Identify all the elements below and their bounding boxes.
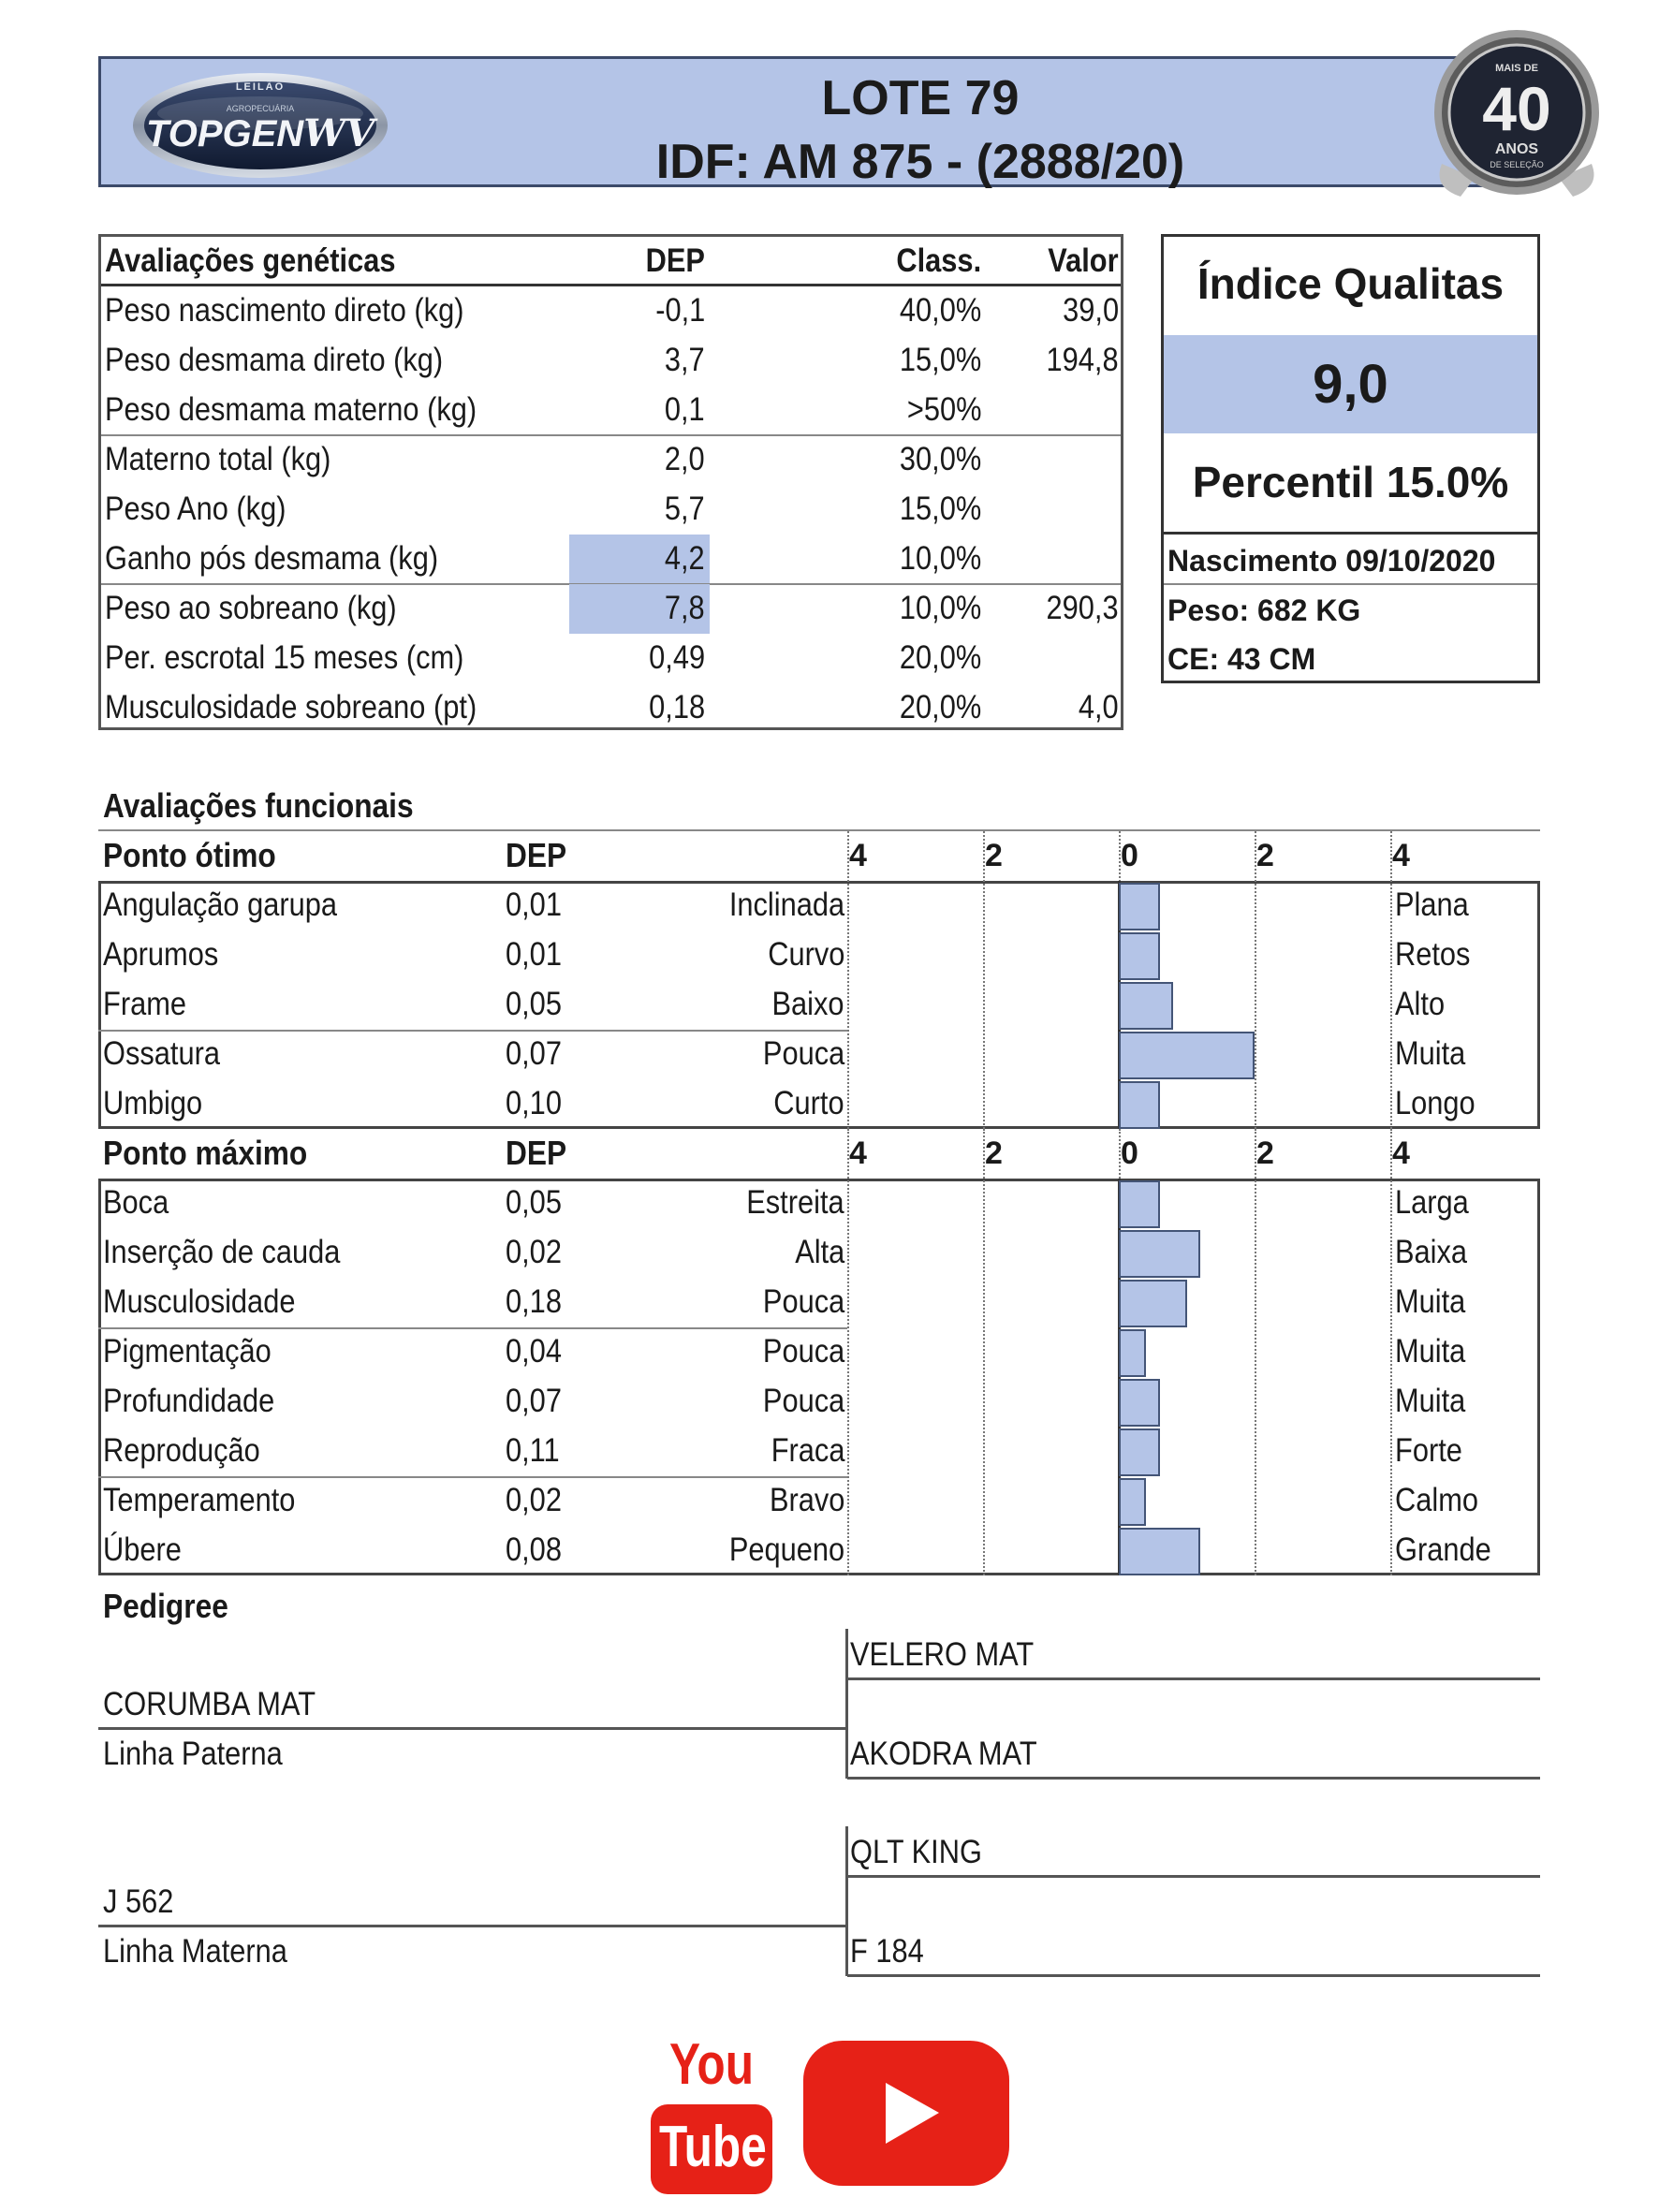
maternal-line-label: Linha Materna xyxy=(103,1933,287,1970)
functional-row-name: Pigmentação xyxy=(103,1333,272,1370)
dam-sire-name: QLT KING xyxy=(850,1834,982,1870)
axis-tick-label: 0 xyxy=(1121,1135,1138,1171)
genetic-header-class: Class. xyxy=(896,242,981,279)
qualitas-percentile: Percentil 15.0% xyxy=(1192,458,1509,506)
functional-bar xyxy=(1119,1478,1146,1526)
genetic-row-dep: 4,2 xyxy=(665,540,705,577)
genetic-header-dep: DEP xyxy=(645,242,705,279)
youtube-word-bottom: Tube xyxy=(659,2115,767,2179)
lot-title: LOTE 79 xyxy=(821,71,1020,125)
functional-bar xyxy=(1119,1280,1187,1327)
genetic-row-name: Ganho pós desmama (kg) xyxy=(105,540,439,577)
genetic-row-name: Peso desmama direto (kg) xyxy=(105,342,444,378)
functional-row-low-label: Pouca xyxy=(762,1383,844,1419)
functional-row-high-label: Grande xyxy=(1395,1531,1491,1568)
dam-bracket xyxy=(845,1826,848,1976)
functional-row-name: Temperamento xyxy=(103,1482,296,1518)
functional-row-low-label: Curto xyxy=(773,1085,844,1121)
axis-gridline xyxy=(1390,1129,1392,1575)
genetic-row-value: 290,3 xyxy=(1046,590,1119,626)
genetic-row-dep: 3,7 xyxy=(665,342,705,378)
genetic-row-class: 20,0% xyxy=(899,689,981,725)
functional-bar xyxy=(1119,883,1160,930)
functional-row-dep: 0,18 xyxy=(506,1283,562,1320)
genetic-row-value: 4,0 xyxy=(1079,689,1119,725)
functional-row-high-label: Muita xyxy=(1395,1333,1466,1370)
sire-sire-line xyxy=(847,1677,1540,1680)
functional-row-high-label: Muita xyxy=(1395,1383,1466,1419)
functional-row-low-label: Estreita xyxy=(746,1184,844,1221)
functional-row-dep: 0,08 xyxy=(506,1531,562,1568)
functional-row-high-label: Forte xyxy=(1395,1432,1462,1469)
functional-row-low-label: Pouca xyxy=(762,1283,844,1320)
genetic-row-name: Musculosidade sobreano (pt) xyxy=(105,689,477,725)
axis-gridline xyxy=(847,831,849,1129)
axis-tick-label: 2 xyxy=(1256,838,1274,873)
axis-tick-label: 4 xyxy=(849,838,867,873)
genetic-header-value: Valor xyxy=(1048,242,1119,279)
functional-row-dep: 0,02 xyxy=(506,1482,562,1518)
genetic-row-class: 15,0% xyxy=(899,491,981,527)
logo-sub-text: AGROPECUÁRIA xyxy=(226,104,295,113)
functional-bar xyxy=(1119,1329,1146,1377)
logo-main-word: TOPGEN xyxy=(146,113,304,154)
maximum-section-title: Ponto máximo xyxy=(103,1134,308,1172)
axis-tick-label: 0 xyxy=(1121,838,1138,873)
functional-row-dep: 0,05 xyxy=(506,986,562,1022)
functional-row-high-label: Calmo xyxy=(1395,1482,1479,1518)
dam-sire-line xyxy=(847,1875,1540,1878)
genetic-row-dep: 2,0 xyxy=(665,441,705,477)
optimal-section-title: Ponto ótimo xyxy=(103,836,276,874)
functional-row-name: Musculosidade xyxy=(103,1283,296,1320)
genetic-row-dep: 0,49 xyxy=(649,639,705,676)
functional-row-name: Úbere xyxy=(103,1531,182,1568)
genetic-row-class: >50% xyxy=(906,391,981,428)
axis-tick-label: 4 xyxy=(849,1135,867,1171)
axis-gridline xyxy=(1390,831,1392,1129)
functional-row-name: Frame xyxy=(103,986,186,1022)
functional-row-high-label: Longo xyxy=(1395,1085,1475,1121)
sire-dam-name: AKODRA MAT xyxy=(850,1736,1037,1772)
axis-tick-label: 2 xyxy=(985,838,1003,873)
functional-row-dep: 0,10 xyxy=(506,1085,562,1121)
sire-dam-line xyxy=(847,1777,1540,1780)
functional-bar xyxy=(1119,1379,1160,1427)
functional-row-name: Ossatura xyxy=(103,1035,220,1072)
functional-row-high-label: Baixa xyxy=(1395,1234,1468,1270)
functional-bar xyxy=(1119,932,1160,980)
genetic-row-value: 39,0 xyxy=(1063,292,1119,329)
youtube-word-top: You xyxy=(669,2032,754,2097)
genetic-row-dep: -0,1 xyxy=(654,292,705,329)
functional-row-low-label: Baixo xyxy=(771,986,844,1022)
functional-row-name: Reprodução xyxy=(103,1432,260,1469)
axis-gridline xyxy=(983,1129,985,1575)
weight: Peso: 682 KG xyxy=(1167,593,1361,627)
genetic-row-class: 40,0% xyxy=(899,292,981,329)
seal-number: 40 xyxy=(1482,74,1551,143)
genetic-row-class: 10,0% xyxy=(899,590,981,626)
pedigree-title: Pedigree xyxy=(103,1587,228,1625)
functional-row-high-label: Muita xyxy=(1395,1035,1466,1072)
functional-row-dep: 0,01 xyxy=(506,936,562,973)
genetic-row-name: Peso ao sobreano (kg) xyxy=(105,590,397,626)
seal-bottom-text: DE SELEÇÃO xyxy=(1490,160,1544,169)
functional-row-dep: 0,11 xyxy=(506,1432,560,1469)
genetic-header-name: Avaliações genéticas xyxy=(105,242,396,279)
functional-row-name: Inserção de cauda xyxy=(103,1234,341,1270)
seal-top-text: MAIS DE xyxy=(1495,63,1538,74)
functional-row-low-label: Alta xyxy=(794,1234,844,1270)
axis-gridline xyxy=(983,831,985,1129)
functional-row-low-label: Pouca xyxy=(762,1035,844,1072)
functional-row-high-label: Larga xyxy=(1395,1184,1469,1221)
qualitas-title: Índice Qualitas xyxy=(1197,259,1505,308)
functional-row-low-label: Bravo xyxy=(769,1482,844,1518)
dam-name: J 562 xyxy=(103,1883,174,1920)
functional-bar xyxy=(1119,1230,1200,1278)
functional-row-name: Aprumos xyxy=(103,936,219,973)
functional-bar xyxy=(1119,1180,1160,1228)
functional-row-dep: 0,07 xyxy=(506,1035,562,1072)
genetic-row-name: Per. escrotal 15 meses (cm) xyxy=(105,639,464,676)
functional-bar xyxy=(1119,982,1173,1030)
functional-row-name: Boca xyxy=(103,1184,169,1221)
functional-row-high-label: Muita xyxy=(1395,1283,1466,1320)
genetic-row-dep: 5,7 xyxy=(665,491,705,527)
genetic-row-class: 10,0% xyxy=(899,540,981,577)
optimal-dep-label: DEP xyxy=(506,836,567,874)
genetic-row-value: 194,8 xyxy=(1046,342,1119,378)
genetic-row-class: 20,0% xyxy=(899,639,981,676)
birth-date: Nascimento 09/10/2020 xyxy=(1167,544,1496,578)
axis-gridline xyxy=(847,1129,849,1575)
functional-bar xyxy=(1119,1032,1255,1079)
genetic-row-name: Peso Ano (kg) xyxy=(105,491,286,527)
axis-tick-label: 2 xyxy=(1256,1135,1274,1171)
qualitas-index-value: 9,0 xyxy=(1313,354,1388,415)
functional-bar xyxy=(1119,1081,1160,1129)
functional-row-high-label: Retos xyxy=(1395,936,1471,973)
dam-dam-name: F 184 xyxy=(850,1933,924,1970)
functional-row-high-label: Plana xyxy=(1395,886,1469,923)
genetic-row-dep: 0,18 xyxy=(649,689,705,725)
genetic-row-name: Peso nascimento direto (kg) xyxy=(105,292,464,329)
genetic-row-class: 15,0% xyxy=(899,342,981,378)
functional-row-low-label: Pouca xyxy=(762,1333,844,1370)
genetic-row-dep: 0,1 xyxy=(665,391,705,428)
functional-row-name: Profundidade xyxy=(103,1383,275,1419)
genetic-row-name: Materno total (kg) xyxy=(105,441,331,477)
functional-row-name: Angulação garupa xyxy=(103,886,338,923)
sire-bracket xyxy=(845,1629,848,1779)
axis-tick-label: 4 xyxy=(1392,1135,1410,1171)
functional-row-low-label: Pequeno xyxy=(728,1531,844,1568)
maximum-dep-label: DEP xyxy=(506,1134,567,1172)
axis-tick-label: 2 xyxy=(985,1135,1003,1171)
youtube-play-icon[interactable] xyxy=(803,2041,1009,2186)
idf-code: IDF: AM 875 - (2888/20) xyxy=(655,135,1185,189)
axis-gridline xyxy=(1255,1129,1256,1575)
functional-row-dep: 0,04 xyxy=(506,1333,562,1370)
youtube-wordmark[interactable] xyxy=(646,2031,777,2200)
sire-sire-name: VELERO MAT xyxy=(850,1636,1035,1673)
logo-suffix-word: WV xyxy=(303,111,375,155)
seal-unit: ANOS xyxy=(1494,141,1539,157)
logo-top-text: LEILÃO xyxy=(235,81,286,93)
functional-row-dep: 0,05 xyxy=(506,1184,562,1221)
scrotal-circumference: CE: 43 CM xyxy=(1167,642,1316,676)
genetic-row-class: 30,0% xyxy=(899,441,981,477)
axis-gridline xyxy=(1255,831,1256,1129)
sire-name: CORUMBA MAT xyxy=(103,1686,316,1722)
functional-bar xyxy=(1119,1428,1160,1476)
functional-row-name: Umbigo xyxy=(103,1085,203,1121)
axis-tick-label: 4 xyxy=(1392,838,1410,873)
functional-row-dep: 0,07 xyxy=(506,1383,562,1419)
functional-row-low-label: Fraca xyxy=(771,1432,844,1469)
functional-row-dep: 0,02 xyxy=(506,1234,562,1270)
paternal-line-label: Linha Paterna xyxy=(103,1736,283,1772)
functional-section-title: Avaliações funcionais xyxy=(103,786,414,825)
functional-row-low-label: Inclinada xyxy=(728,886,844,923)
functional-row-high-label: Alto xyxy=(1395,986,1446,1022)
genetic-row-dep: 7,8 xyxy=(665,590,705,626)
genetic-row-name: Peso desmama materno (kg) xyxy=(105,391,477,428)
dam-dam-line xyxy=(847,1974,1540,1977)
functional-row-low-label: Curvo xyxy=(767,936,844,973)
functional-bar xyxy=(1119,1528,1200,1575)
functional-row-dep: 0,01 xyxy=(506,886,562,923)
